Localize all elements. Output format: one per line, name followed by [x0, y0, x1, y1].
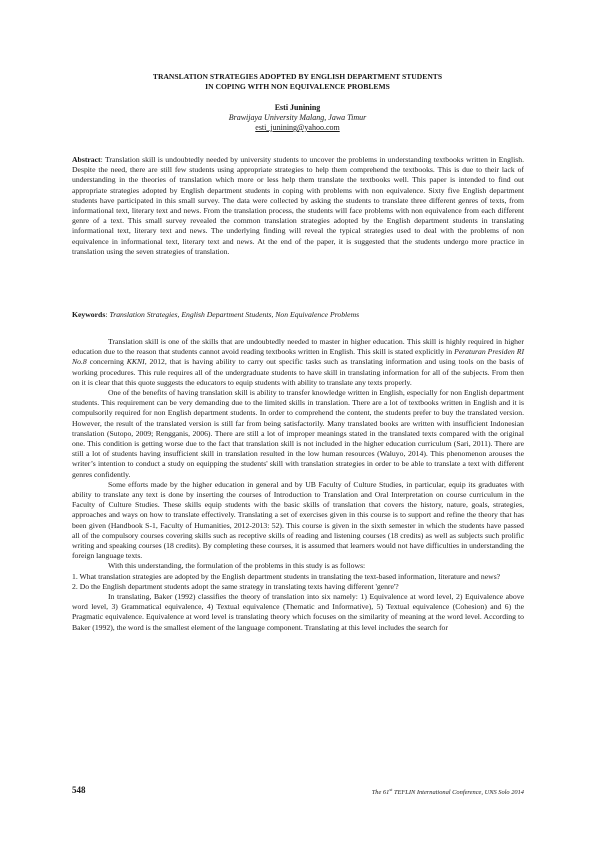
body-paragraph-1	[72, 337, 524, 388]
keywords-separator: :	[105, 310, 110, 319]
abstract	[72, 155, 524, 257]
body-text	[72, 337, 524, 633]
p1-regulation: Peraturan Presiden RI No.8	[72, 347, 524, 367]
p1-text-b: concerning	[86, 357, 127, 367]
page-number: 548	[72, 785, 86, 795]
author-affiliation: Brawijaya University Malang, Jawa Timur	[228, 113, 367, 122]
conference-sup: st	[389, 787, 393, 792]
conference-pre: The 61	[371, 789, 390, 797]
p1-kkni: KKNI	[126, 357, 145, 367]
research-question-2: 2. Do the English department students adopt the same strategy in translating texts having different 'genre'?	[72, 581, 399, 591]
body-paragraph-5: In translating, Baker (1992) classifies the theory of translation into six namely: 1) Equivalence at word level, 2) Equivalence above word level, 3) Grammatical equivalence, 4) Textual equivalence (Thematic and Informative), 5) Textual equivalence (Cohesion) and 6) the Pragmatic equivalence. Equivalence at word level is translating theory which focuses on the similarity of meaning at the word level. According to Baker (1992), the word is the smallest element of the language component. Translating at this level includes the search for	[72, 592, 524, 632]
paper-title	[60, 72, 535, 92]
title-line-2: IN COPING WITH NON EQUIVALENCE PROBLEMS	[205, 82, 390, 91]
conference-footer	[372, 787, 524, 796]
body-paragraph-4: With this understanding, the formulation of the problems in this study is as follows:	[108, 561, 366, 571]
research-questions	[72, 572, 524, 592]
title-line-1: TRANSLATION STRATEGIES ADOPTED BY ENGLISH DEPARTMENT STUDENTS	[152, 72, 443, 81]
keywords-text: Translation Strategies, English Department Students, Non Equivalence Problems	[109, 310, 360, 319]
conference-post: TEFLIN International Conference, UNS Solo 2014	[392, 789, 524, 797]
author-name: Esti Junining	[274, 103, 321, 112]
abstract-label: Abstract	[72, 155, 101, 164]
p1-text-c: , 2012, that is having ability to carry out specific tasks such as translating information and using tools on the basis of working procedures. This rule requires all of the undergraduate students to have skill in translating information for all of the subjects. From then on it is clear that this quote suggests the educators to equip students with ability to translate any texts properly.	[72, 357, 524, 387]
abstract-text: : Translation skill is undoubtedly needed by university students to uncover the problems in understanding textbooks written in English. Despite the need, there are still few students using appropriate strategies to help them comprehend the textbooks. This is due to their lack of understanding in the theories of translation which more or less help them translate the textbooks well. This paper is intended to find out appropriate strategies adopted by English department students in coping with problems with non equivalence. Sixty five English department students have participated in this small survey. The data were collected by asking the students to translate three different genres of texts, from informational text, literary text and news. From the translation process, the students will face problems with non equivalence from each different genre of a text. This small survey revealed the common translation strategies adopted by the English department students in translating informational text, literary text and news. The underlying finding will reveal the typical strategies used to deal with the problems of non equivalence in informational text, literary text and news. At the end of the paper, it is suggested that the students undergo more practice in translation using the seven strategies of translation.	[72, 155, 524, 256]
keywords	[72, 310, 524, 320]
body-paragraph-3: Some efforts made by the higher education in general and by UB Faculty of Culture Studies, in particular, equip its graduates with ability to translate any text is done by inserting the courses of Introduction to Translation and Oral Interpretation on course curriculum in the Faculty of Culture Studies. These skills equip students with the basic skills of translation that covers the history, nature, goals, strategies, approaches and ways on how to translate effectively. Translating a set of exercises given in this course is to support and refine the theory that has been given (Handbook S-1, Faculty of Humanities, 2012-2013: 52). This course is given in the sixth semester in which the students have passed all of the compulsory courses covering skills such as receptive skills of reading and listening courses (18 credits) as well as subjects such prolific writing and speaking courses (18 credits). By completing these courses, it is assumed that learners would not have difficulties in understanding the foreign language texts.	[72, 479, 524, 561]
research-question-1: 1. What translation strategies are adopted by the English department students in translating the text-based information, literature and news?	[72, 571, 501, 581]
author-block	[60, 103, 535, 133]
body-paragraph-2: One of the benefits of having translation skill is ability to transfer knowledge written in English, especially for non English department students. This requirement can be very demanding due to the limited skills in translation. There are a lot of textbooks written in English and it is compulsorily required for non English department students. In order to comprehend the content, the students prefer to buy the translated version. However, the result of the translated version is still far from being satisfactorily. Many translated books are written with insufficient Indonesian translation (Sutopo, 2009; Rengganis, 2006). There are still a lot of improper meanings stated in the translated texts compared with the original one. This condition is getting worse due to the fact that translation skill is not included in the higher education curriculum (Sari, 2011). There are still a lot of students having insufficient skill in translation resulted in the low human resources (Waluyo, 2014). This phenomenon arouses the writer’s intention to conduct a study on equipping the students' skill with translation strategies in order to be able to translate a text with different genres confidently.	[72, 388, 524, 479]
author-email[interactable]: esti_junining@yahoo.com	[255, 123, 340, 132]
p1-text-a: Translation skill is one of the skills that are undoubtedly needed to master in higher education. This skill is highly required in higher education due to the reason that students cannot avoid reading textbooks written in English. This skill is stated explicitly in	[72, 337, 524, 357]
keywords-label: Keywords	[72, 310, 106, 319]
